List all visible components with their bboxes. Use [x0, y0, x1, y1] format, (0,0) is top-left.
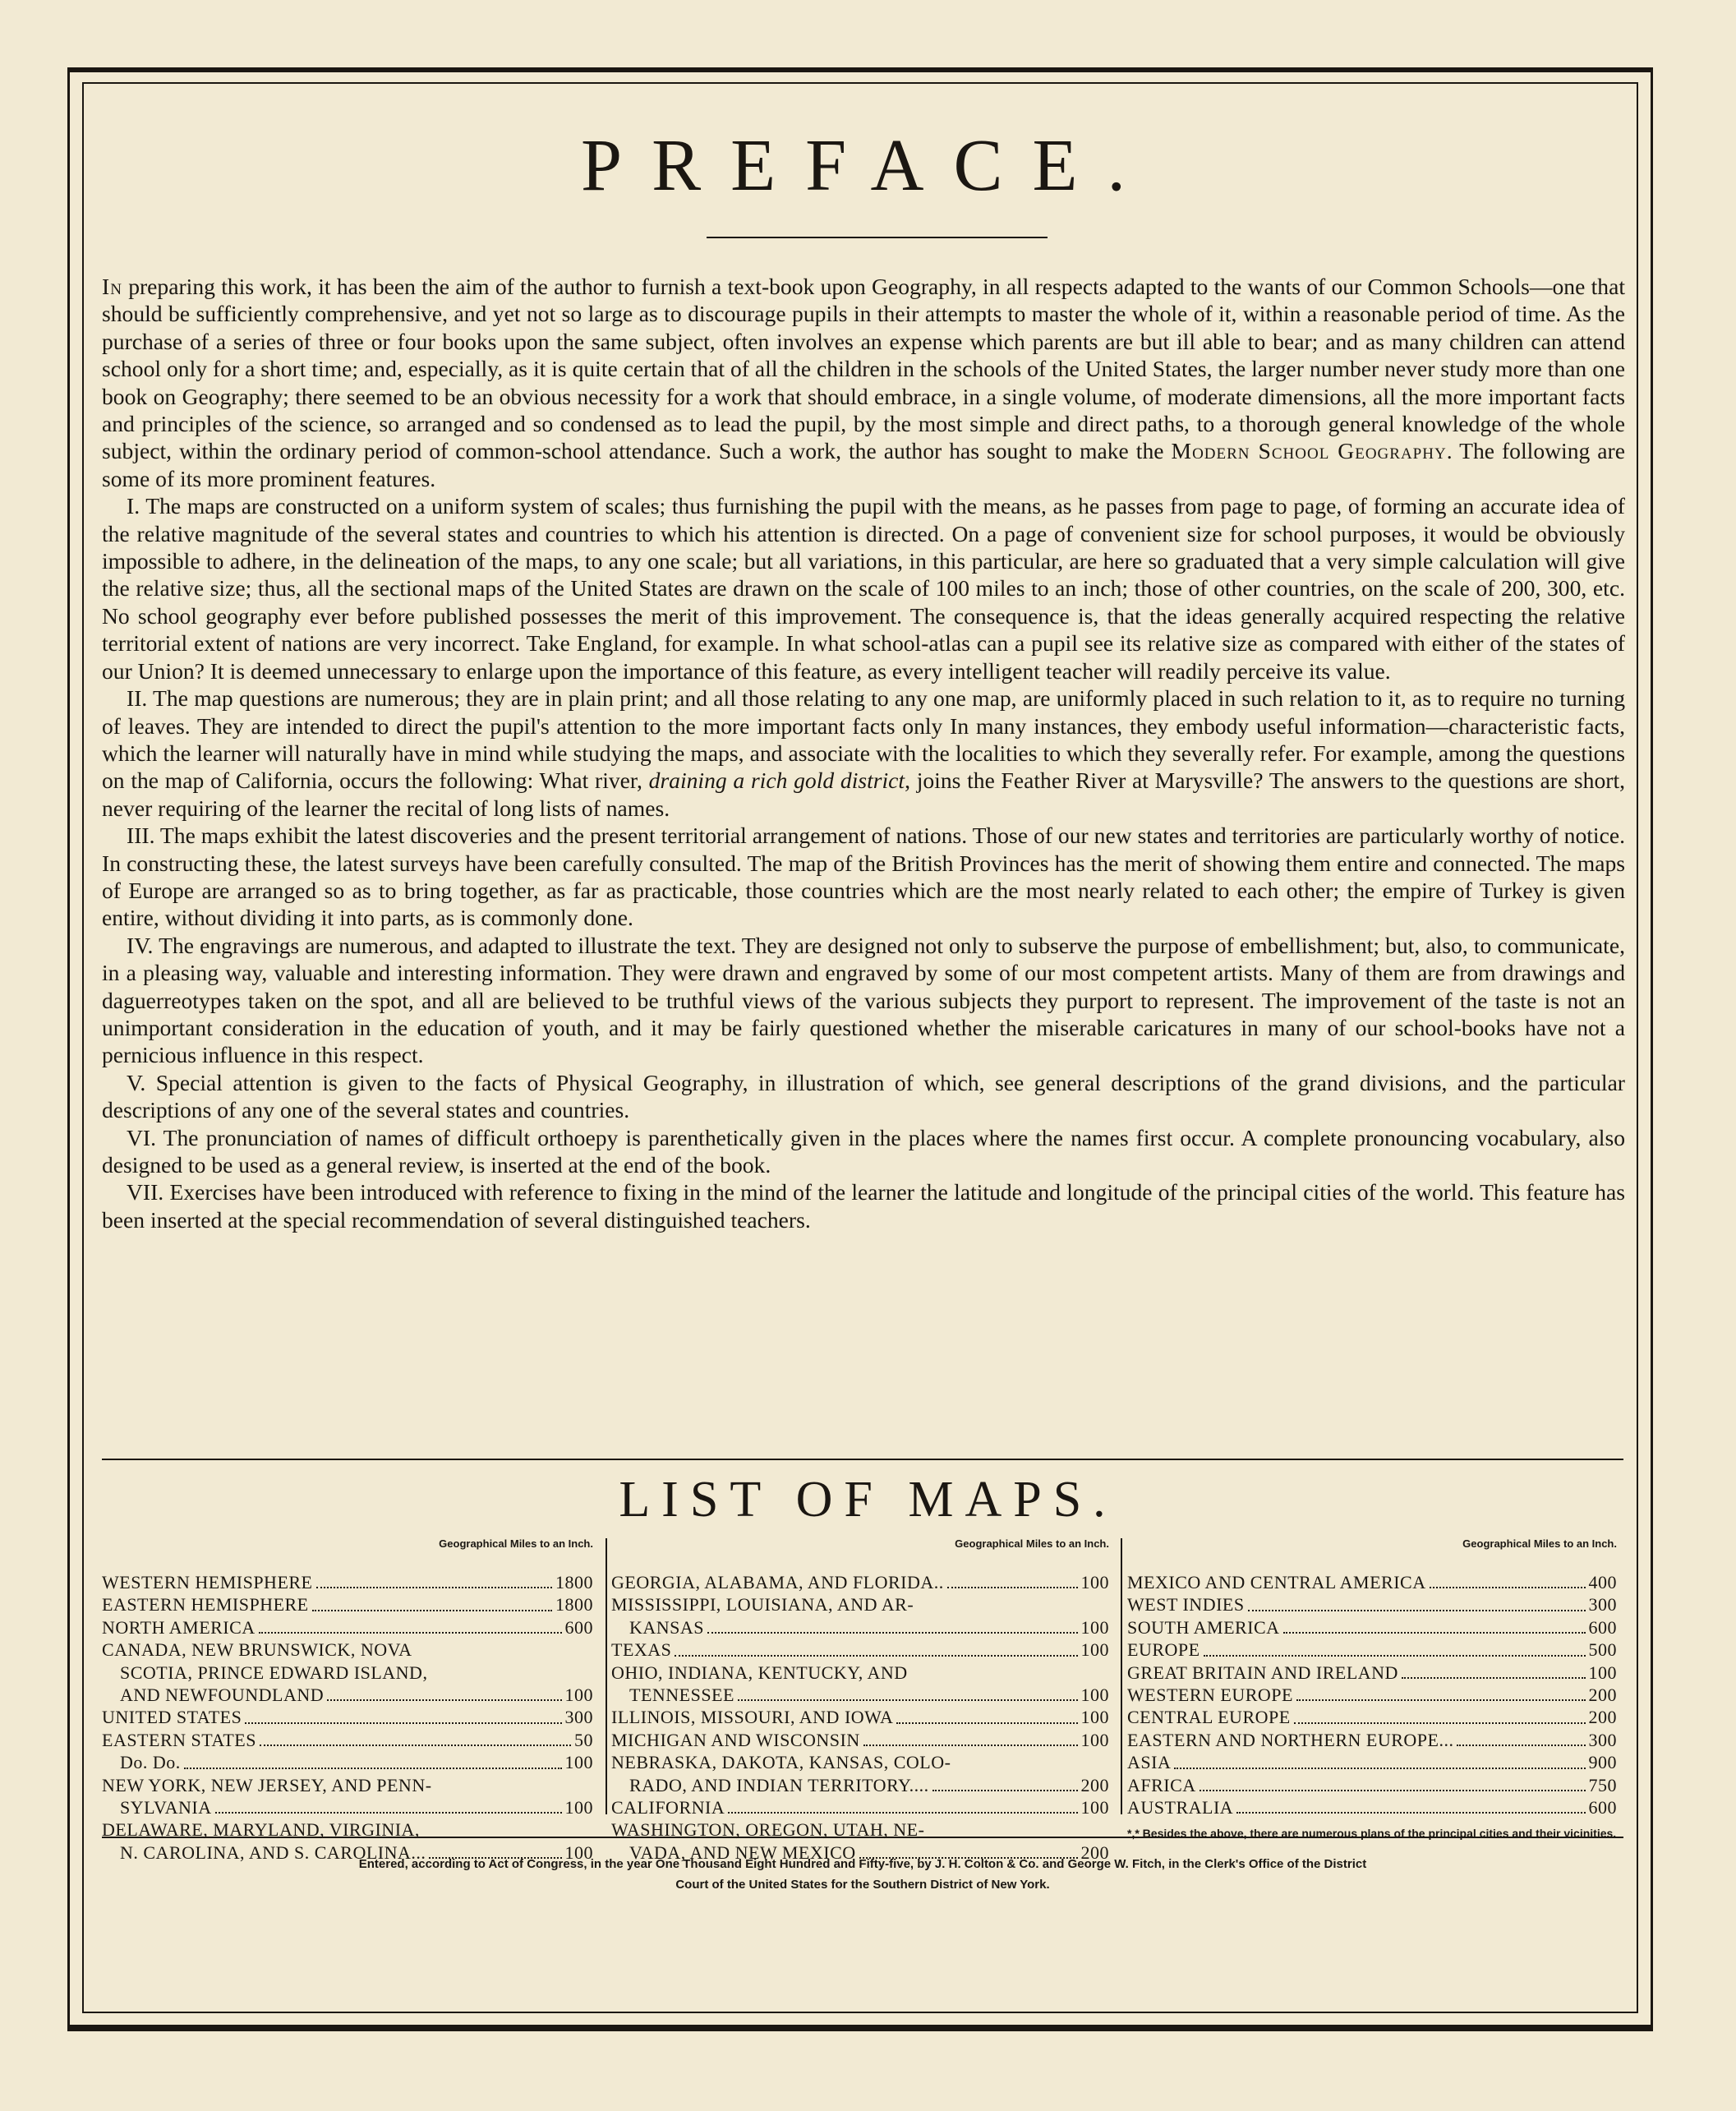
map-scale: 100 [1588, 1662, 1617, 1683]
map-name: EASTERN HEMISPHERE [102, 1594, 309, 1616]
feature-paragraph-3 [102, 822, 1625, 932]
map-list-item [102, 1639, 600, 1661]
dot-leader [1402, 1677, 1586, 1679]
map-list-item [102, 1662, 600, 1684]
map-scale: 200 [1588, 1707, 1617, 1728]
dot-leader [1283, 1632, 1586, 1634]
map-scale: 100 [564, 1841, 593, 1863]
feature-run: III. The maps exhibit the latest discoveries and the present territorial arrangement of nations. Those of our new states and territories are particularly worthy of notice. In constructing these, the latest surveys have been carefully consulted. The map of the British Provinces has the merit of showing them entire and connected. The maps of Europe are arranged so as to bring together, as far as practicable, those countries which are the most nearly related to each other; the empire of Turkey is given entire, without dividing it into parts, as is commonly done. [102, 823, 1625, 931]
map-name: MISSISSIPPI, LOUISIANA, AND AR- [611, 1594, 914, 1616]
map-scale: 100 [1080, 1685, 1109, 1706]
feature-run: I. The maps are constructed on a uniform system of scales; thus furnishing the pupil with the means, as he passes from page to page, of forming an accurate idea of the relative magnitude of the several states and countries to which his attention is directed. On a page of convenient size for school purposes, it would be obviously impossible to adhere, in the delineation of the maps, to any one scale; but all variations, in this particular, are here so graduated that a very simple calculation will give the relative size; thus, all the sectional maps of the United States are drawn on the scale of 100 miles to an inch; those of other countries, on the scale of 200, 300, etc. No school geography ever before published possesses the merit of this improvement. The consequence is, that the ideas generally acquired respecting the relative territorial extent of nations are very incorrect. Take England, for example. In what school-atlas can a pupil see its relative size as compared with either of the states of our Union? It is deemed unnecessary to enlarge upon the importance of this feature, as every intelligent teacher will readily perceive its value. [102, 493, 1625, 684]
map-name: CALIFORNIA [611, 1797, 725, 1818]
dot-leader [327, 1699, 561, 1701]
map-name: KANSAS [629, 1616, 705, 1638]
map-scale: 300 [1588, 1729, 1617, 1750]
map-scale: 300 [1588, 1594, 1617, 1616]
feature-paragraph-1 [102, 492, 1625, 684]
map-scale: 100 [1080, 1616, 1109, 1638]
map-name: OHIO, INDIANA, KENTUCKY, AND [611, 1662, 908, 1683]
map-list-item [102, 1796, 600, 1818]
map-name: TENNESSEE [629, 1685, 734, 1706]
map-name: ASIA [1127, 1752, 1172, 1773]
map-list-item [611, 1684, 1116, 1706]
map-scale: 600 [1588, 1616, 1617, 1638]
map-list-item [102, 1593, 600, 1616]
map-name: MICHIGAN AND WISCONSIN [611, 1729, 860, 1750]
maps-column-1 [102, 1537, 600, 1863]
dot-leader [259, 1632, 562, 1634]
feature-run: V. Special attention is given to the facts of Physical Geography, in illustration of which, see general descriptions of the grand divisions, and the particular descriptions of any one of the several states and countries. [102, 1069, 1625, 1123]
map-scale: 100 [1080, 1707, 1109, 1728]
map-scale: 100 [1080, 1797, 1109, 1818]
map-name: MEXICO AND CENTRAL AMERICA [1127, 1572, 1426, 1592]
intro-run: In [102, 274, 122, 299]
map-scale: 200 [1588, 1685, 1617, 1706]
map-name: Do. Do. [120, 1752, 181, 1773]
map-entries [1127, 1571, 1623, 1818]
map-scale: 200 [1080, 1841, 1109, 1863]
map-list-item [1127, 1706, 1623, 1728]
map-name: WEST INDIES [1127, 1594, 1245, 1616]
feature-run: VI. The pronunciation of names of difficult orthoepy is parenthetically given in the places where the names first occur. A complete pronouncing vocabulary, also designed to be used as a general review, is inserted at the end of the book. [102, 1124, 1625, 1178]
map-name: NEW YORK, NEW JERSEY, AND PENN- [102, 1774, 432, 1795]
feature-run: , joins the Feather River at Marysville? The answers to the questions are short, never requiring of the learner the recital of long lists of names. [102, 767, 1626, 821]
map-name: EUROPE [1127, 1639, 1200, 1661]
feature-paragraph-6 [102, 1124, 1625, 1179]
map-scale: 750 [1588, 1774, 1617, 1795]
map-scale: 1800 [555, 1572, 593, 1592]
map-list-item [611, 1706, 1116, 1728]
preface-body [102, 273, 1625, 1233]
dot-leader [260, 1745, 571, 1746]
maps-column-2 [611, 1537, 1116, 1863]
copyright-line: Court of the United States for the Southern District of New York. [675, 1878, 1050, 1892]
map-list-item [1127, 1571, 1623, 1593]
dot-leader [245, 1722, 561, 1724]
map-scale: 600 [564, 1616, 593, 1638]
map-name: VADA, AND NEW MEXICO [629, 1841, 856, 1863]
map-name: WESTERN HEMISPHERE [102, 1572, 313, 1592]
map-scale: 100 [1080, 1639, 1109, 1661]
feature-paragraph-7 [102, 1178, 1625, 1233]
list-of-maps [102, 1537, 1623, 1863]
dot-leader [1204, 1655, 1586, 1657]
map-name: AND NEWFOUNDLAND [120, 1685, 325, 1706]
dot-leader [316, 1587, 553, 1588]
map-list-item [1127, 1639, 1623, 1661]
intro-run: preparing this work, it has been the aim of the author to furnish a text-book upon Geography, in all respects adapted to the wants of our Common Schools—one that should be sufficiently comprehensive, and yet not so large as to discourage pupils in their attempts to master the whole of it, within a reasonable period of time. As the purchase of a series of three or four books upon the same subject, often involves an expense which parents are but ill able to bear; and as many children can attend school only for a short time; and, especially, as it is quite certain that of all the children in the schools of the United States, the larger number never study more than one book on Geography; there seemed to be an obvious necessity for a work that should embrace, in a single volume, of moderate dimensions, all the more important facts and principles of the science, so arranged and so condensed as to lead the pupil, by the most simple and direct paths, to a thorough general knowledge of the whole subject, within the ordinary period of common-school attendance. Such a work, the author has sought to make the [102, 274, 1625, 464]
preface-intro-paragraph [102, 273, 1625, 492]
title-divider [707, 237, 1048, 238]
dot-leader [1294, 1722, 1586, 1724]
map-entries [102, 1571, 600, 1864]
feature-paragraph-5 [102, 1069, 1625, 1124]
map-list-item [102, 1571, 600, 1593]
map-scale: 1800 [555, 1594, 593, 1616]
map-list-item [611, 1751, 1116, 1773]
map-name: RADO, AND INDIAN TERRITORY.... [629, 1774, 929, 1795]
map-name: GREAT BRITAIN AND IRELAND [1127, 1662, 1398, 1683]
column-divider [606, 1538, 607, 1814]
map-name: TEXAS [611, 1639, 672, 1661]
map-scale: 100 [564, 1752, 593, 1773]
column-header: Geographical Miles to an Inch. [439, 1537, 593, 1550]
map-list-item [102, 1684, 600, 1706]
dot-leader [675, 1655, 1077, 1657]
footer-divider [102, 1837, 1623, 1838]
map-list-item [1127, 1774, 1623, 1796]
map-name: WASHINGTON, OREGON, UTAH, NE- [611, 1819, 925, 1841]
dot-leader [863, 1745, 1078, 1746]
intro-run: . The following are some of its more prominent features. [102, 438, 1625, 491]
map-scale: 400 [1588, 1572, 1617, 1592]
map-name: CANADA, NEW BRUNSWICK, NOVA [102, 1639, 412, 1661]
dot-leader [1248, 1610, 1586, 1611]
preface-title: PREFACE. [581, 125, 1155, 206]
map-list-item [611, 1639, 1116, 1661]
map-name: WESTERN EUROPE [1127, 1685, 1293, 1706]
map-name: GEORGIA, ALABAMA, AND FLORIDA.. [611, 1572, 944, 1592]
dot-leader [1236, 1812, 1585, 1814]
dot-leader [1457, 1745, 1585, 1746]
copyright-notice [102, 1854, 1623, 1895]
map-list-item [611, 1729, 1116, 1751]
map-scale: 300 [564, 1707, 593, 1728]
map-scale: 600 [1588, 1797, 1617, 1818]
feature-run: VII. Exercises have been introduced with reference to fixing in the mind of the learner the latitude and longitude of the principal cities of the world. This feature has been inserted at the special recommendation of several distinguished teachers. [102, 1179, 1625, 1233]
map-list-item [611, 1662, 1116, 1684]
map-scale: 50 [574, 1729, 593, 1750]
map-list-item [102, 1706, 600, 1728]
dot-leader [1296, 1699, 1586, 1701]
map-scale: 500 [1588, 1639, 1617, 1661]
map-name: ILLINOIS, MISSOURI, AND IOWA [611, 1707, 894, 1728]
feature-run: II. The map questions are numerous; they are in plain print; and all those relating to any one map, are uniformly placed in such relation to it, as to require no turning of leaves. They are intended to direct the pupil's attention to the more important facts only In many instances, they embody useful information—characteristic facts, which the learner will naturally have in mind while studying the maps, and associate with the localities to which they severally refer. For example, among the questions on the map of California, occurs the following: What river, [102, 685, 1625, 794]
map-scale: 100 [1080, 1729, 1109, 1750]
map-list-item [1127, 1616, 1623, 1639]
column-header: Geographical Miles to an Inch. [955, 1537, 1109, 1550]
map-name: NORTH AMERICA [102, 1616, 256, 1638]
maps-note: *,* Besides the above, there are numerous plans of the principal cities and their vicinities. [1127, 1827, 1617, 1841]
map-list-item [1127, 1751, 1623, 1773]
map-name: UNITED STATES [102, 1707, 242, 1728]
map-list-item [611, 1571, 1116, 1593]
map-name: SCOTIA, PRINCE EDWARD ISLAND, [120, 1662, 428, 1683]
map-list-item [102, 1774, 600, 1796]
column-divider [1121, 1538, 1122, 1814]
map-name: AUSTRALIA [1127, 1797, 1234, 1818]
feature-paragraph-4 [102, 932, 1625, 1069]
map-name: EASTERN AND NORTHERN EUROPE... [1127, 1729, 1454, 1750]
dot-leader [707, 1632, 1077, 1634]
map-scale: 200 [1080, 1774, 1109, 1795]
dot-leader [1174, 1768, 1585, 1769]
map-list-item [1127, 1662, 1623, 1684]
map-scale: 100 [564, 1797, 593, 1818]
map-scale: 100 [1080, 1572, 1109, 1592]
map-list-item [1127, 1684, 1623, 1706]
dot-leader [312, 1610, 552, 1611]
map-list-item [611, 1593, 1116, 1616]
dot-leader [728, 1812, 1077, 1814]
column-header: Geographical Miles to an Inch. [1462, 1537, 1617, 1550]
copyright-line: Entered, according to Act of Congress, in the year One Thousand Eight Hundred and Fifty-five, by J. H. Colton & Co. and George W. Fitch, in the Clerk's Office of the District [358, 1857, 1367, 1871]
dot-leader [947, 1587, 1078, 1588]
list-of-maps-title: LIST OF MAPS. [619, 1472, 1117, 1528]
section-divider [102, 1459, 1623, 1460]
map-list-item [102, 1729, 600, 1751]
map-entries [611, 1571, 1116, 1864]
feature-paragraph-2 [102, 684, 1625, 822]
map-name: NEBRASKA, DAKOTA, KANSAS, COLO- [611, 1752, 951, 1773]
map-name: N. CAROLINA, AND S. CAROLINA... [120, 1841, 426, 1863]
map-list-item [611, 1774, 1116, 1796]
map-list-item [1127, 1729, 1623, 1751]
dot-leader [896, 1722, 1077, 1724]
map-scale: 900 [1588, 1752, 1617, 1773]
map-name: CENTRAL EUROPE [1127, 1707, 1291, 1728]
intro-run: Modern School Geography [1171, 438, 1447, 464]
map-list-item [611, 1616, 1116, 1639]
dot-leader [932, 1790, 1078, 1791]
map-name: EASTERN STATES [102, 1729, 256, 1750]
map-name: SOUTH AMERICA [1127, 1616, 1280, 1638]
map-list-item [611, 1796, 1116, 1818]
map-name: SYLVANIA [120, 1797, 212, 1818]
map-scale: 100 [564, 1685, 593, 1706]
maps-column-3 [1127, 1537, 1623, 1841]
map-list-item [1127, 1796, 1623, 1818]
dot-leader [184, 1768, 562, 1769]
dot-leader [738, 1699, 1078, 1701]
map-name: DELAWARE, MARYLAND, VIRGINIA, [102, 1819, 420, 1841]
dot-leader [1200, 1790, 1586, 1791]
map-name: AFRICA [1127, 1774, 1196, 1795]
map-list-item [102, 1616, 600, 1639]
dot-leader [215, 1812, 562, 1814]
dot-leader [1430, 1587, 1586, 1588]
map-list-item [1127, 1593, 1623, 1616]
feature-run-italic: draining a rich gold district [648, 767, 905, 794]
feature-run: IV. The engravings are numerous, and adapted to illustrate the text. They are designed not only to subserve the purpose of embellishment; but, also, to communicate, in a pleasing way, valuable and interesting information. They were drawn and engraved by some of our most competent artists. Many of them are from drawings and daguerreotypes taken on the spot, and all are believed to be truthful views of the various subjects they purport to represent. The improvement of the taste is not an unimportant consideration in the education of youth, and it may be fairly questioned whether the miserable caricatures in many of our school-books have not a pernicious influence in this respect. [102, 932, 1625, 1068]
map-list-item [102, 1751, 600, 1773]
